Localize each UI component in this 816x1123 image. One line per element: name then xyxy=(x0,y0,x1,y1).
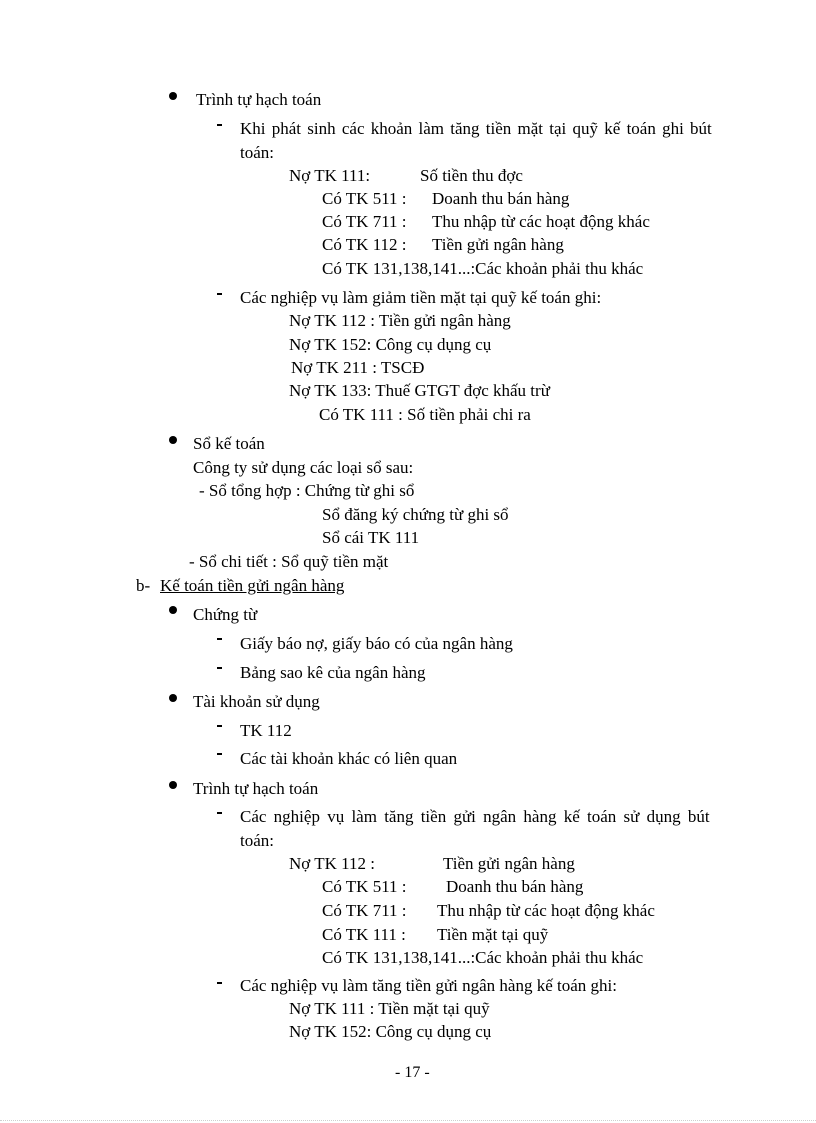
entry-account: Nợ TK 112 : Tiền gửi ngân hàng xyxy=(289,311,511,330)
list-item: Bảng sao kê của ngân hàng xyxy=(240,663,426,682)
dash-icon xyxy=(217,753,222,755)
page-footer-rule xyxy=(0,1120,816,1121)
bullet-icon xyxy=(169,781,177,789)
dash-icon xyxy=(217,982,222,984)
entry-account: Có TK 711 : xyxy=(322,212,407,231)
paragraph-line: Khi phát sinh các khoản làm tăng tiền mặt tại quỹ kế toán ghi bút xyxy=(240,119,712,138)
entry-desc: Doanh thu bán hàng xyxy=(446,877,584,896)
paragraph-line: toán: xyxy=(240,143,274,162)
entry-account: Nợ TK 112 : xyxy=(289,854,375,873)
entry-desc: Thu nhập từ các hoạt động khác xyxy=(437,901,655,920)
entry-desc: Tiền gửi ngân hàng xyxy=(432,235,564,254)
entry-account: Có TK 111 : xyxy=(322,925,406,944)
entry-account: Nợ TK 211 : TSCĐ xyxy=(291,358,425,377)
dash-icon xyxy=(217,725,222,727)
entry-account: Có TK 131,138,141...:Các khoản phải thu khác xyxy=(322,948,644,967)
section-prefix: b- xyxy=(136,576,151,595)
entry-account: Nợ TK 111: xyxy=(289,166,371,185)
bullet-icon xyxy=(169,694,177,702)
paragraph-line: Các nghiệp vụ làm giảm tiền mặt tại quỹ kế toán ghi: xyxy=(240,288,602,307)
entry-desc: Thu nhập từ các hoạt động khác xyxy=(432,212,650,231)
entry-desc: Tiền mặt tại quỹ xyxy=(437,925,549,944)
entry-desc: Số tiền thu đợc xyxy=(420,166,523,185)
list-item: Các tài khoản khác có liên quan xyxy=(240,749,458,768)
dash-icon xyxy=(217,638,222,640)
paragraph-line: - Sổ chi tiết : Sổ quỹ tiền mặt xyxy=(189,552,389,571)
entry-account: Nợ TK 152: Công cụ dụng cụ xyxy=(289,335,492,354)
entry-account: Có TK 131,138,141...:Các khoản phải thu khác xyxy=(322,259,644,278)
heading-procedure: Trình tự hạch toán xyxy=(193,779,319,798)
paragraph-line: Công ty sử dụng các loại sổ sau: xyxy=(193,458,414,477)
list-item: Giấy báo nợ, giấy báo có của ngân hàng xyxy=(240,634,513,653)
entry-account: Nợ TK 111 : Tiền mặt tại quỹ xyxy=(289,999,490,1018)
paragraph-line: - Sổ tổng hợp : Chứng từ ghi sổ xyxy=(199,481,415,500)
paragraph-line: Các nghiệp vụ làm tăng tiền gửi ngân hàng kế toán ghi: xyxy=(240,976,617,995)
entry-account: Nợ TK 133: Thuế GTGT đợc khấu trừ xyxy=(289,381,550,400)
dash-icon xyxy=(217,124,222,126)
entry-account: Có TK 112 : xyxy=(322,235,407,254)
heading-procedure: Trình tự hạch toán xyxy=(196,90,322,109)
bullet-icon xyxy=(169,606,177,614)
section-title: Kế toán tiền gửi ngân hàng xyxy=(160,576,345,595)
entry-desc: Doanh thu bán hàng xyxy=(432,189,570,208)
paragraph-line: toán: xyxy=(240,831,274,850)
paragraph-line: Các nghiệp vụ làm tăng tiền gửi ngân hàng kế toán sử dụng bút xyxy=(240,807,710,826)
entry-account: Có TK 711 : xyxy=(322,901,407,920)
heading-documents: Chứng từ xyxy=(193,605,258,624)
entry-account: Có TK 111 : Số tiền phải chi ra xyxy=(319,405,531,424)
entry-account: Nợ TK 152: Công cụ dụng cụ xyxy=(289,1022,492,1041)
heading-books: Sổ kế toán xyxy=(193,434,265,453)
heading-accounts: Tài khoản sử dụng xyxy=(193,692,320,711)
paragraph-line: Sổ cái TK 111 xyxy=(322,528,420,547)
entry-account: Có TK 511 : xyxy=(322,189,407,208)
bullet-icon xyxy=(169,92,177,100)
dash-icon xyxy=(217,293,222,295)
paragraph-line: Sổ đăng ký chứng từ ghi sổ xyxy=(322,505,509,524)
page-number: - 17 - xyxy=(395,1064,430,1081)
entry-desc: Tiền gửi ngân hàng xyxy=(443,854,575,873)
dash-icon xyxy=(217,667,222,669)
entry-account: Có TK 511 : xyxy=(322,877,407,896)
list-item: TK 112 xyxy=(240,721,292,740)
dash-icon xyxy=(217,812,222,814)
bullet-icon xyxy=(169,436,177,444)
